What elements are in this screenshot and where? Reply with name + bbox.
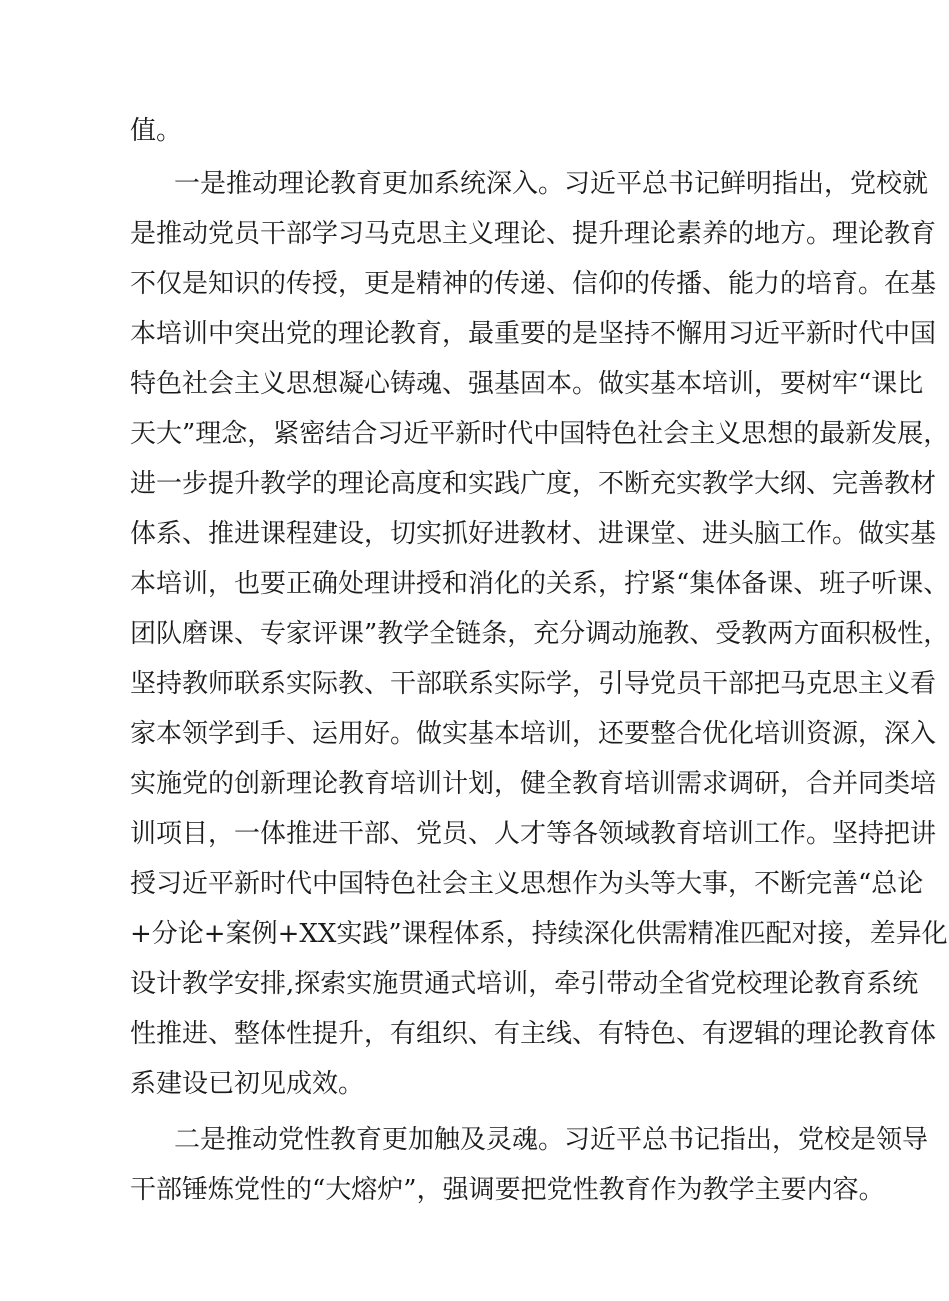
- paragraph-line: 团队磨课、专家评课”教学全链条，充分调动施教、受教两方面积极性，: [130, 619, 949, 649]
- paragraph-line: 设计教学安排,探索实施贯通式培训，牵引带动全省党校理论教育系统: [130, 969, 919, 999]
- paragraph-line: 家本领学到手、运用好。做实基本培训，还要整合优化培训资源，深入: [130, 719, 937, 749]
- paragraph-line: 体系、推进课程建设，切实抓好进教材、进课堂、进头脑工作。做实基: [130, 519, 937, 549]
- paragraph-line: 训项目，一体推进干部、党员、人才等各领域教育培训工作。坚持把讲: [130, 819, 937, 849]
- paragraph-line: 一是推动理论教育更加系统深入。习近平总书记鲜明指出，党校就: [174, 169, 929, 199]
- paragraph-line: 系建设已初见成效。: [130, 1069, 365, 1099]
- paragraph-line: 是推动党员干部学习马克思主义理论、提升理论素养的地方。理论教育: [130, 219, 937, 249]
- paragraph-line: 授习近平新时代中国特色社会主义思想作为头等大事，不断完善“总论: [130, 869, 924, 899]
- paragraph-line: +分论+案例+XX实践”课程体系，持续深化供需精准匹配对接，差异化: [130, 919, 948, 949]
- paragraph-line: 值。: [130, 116, 183, 146]
- paragraph-line: 不仅是知识的传授，更是精神的传递、信仰的传播、能力的培育。在基: [130, 269, 937, 299]
- paragraph-line: 性推进、整体性提升，有组织、有主线、有特色、有逻辑的理论教育体: [130, 1019, 937, 1049]
- paragraph-line: 本培训，也要正确处理讲授和消化的关系，拧紧“集体备课、班子听课、: [130, 569, 949, 599]
- paragraph-line: 本培训中突出党的理论教育，最重要的是坚持不懈用习近平新时代中国: [130, 319, 937, 349]
- paragraph-line: 二是推动党性教育更加触及灵魂。习近平总书记指出，党校是领导: [174, 1125, 929, 1155]
- paragraph-line: 天大”理念，紧密结合习近平新时代中国特色社会主义思想的最新发展，: [130, 419, 949, 449]
- paragraph-line: 干部锤炼党性的“大熔炉”，强调要把党性教育作为教学主要内容。: [130, 1175, 885, 1205]
- paragraph-line: 坚持教师联系实际教、干部联系实际学，引导党员干部把马克思主义看: [130, 669, 937, 699]
- paragraph-line: 进一步提升教学的理论高度和实践广度，不断充实教学大纲、完善教材: [130, 469, 937, 499]
- paragraph-line: 实施党的创新理论教育培训计划，健全教育培训需求调研，合并同类培: [130, 769, 937, 799]
- paragraph-line: 特色社会主义思想凝心铸魂、强基固本。做实基本培训，要树牢“课比: [130, 369, 924, 399]
